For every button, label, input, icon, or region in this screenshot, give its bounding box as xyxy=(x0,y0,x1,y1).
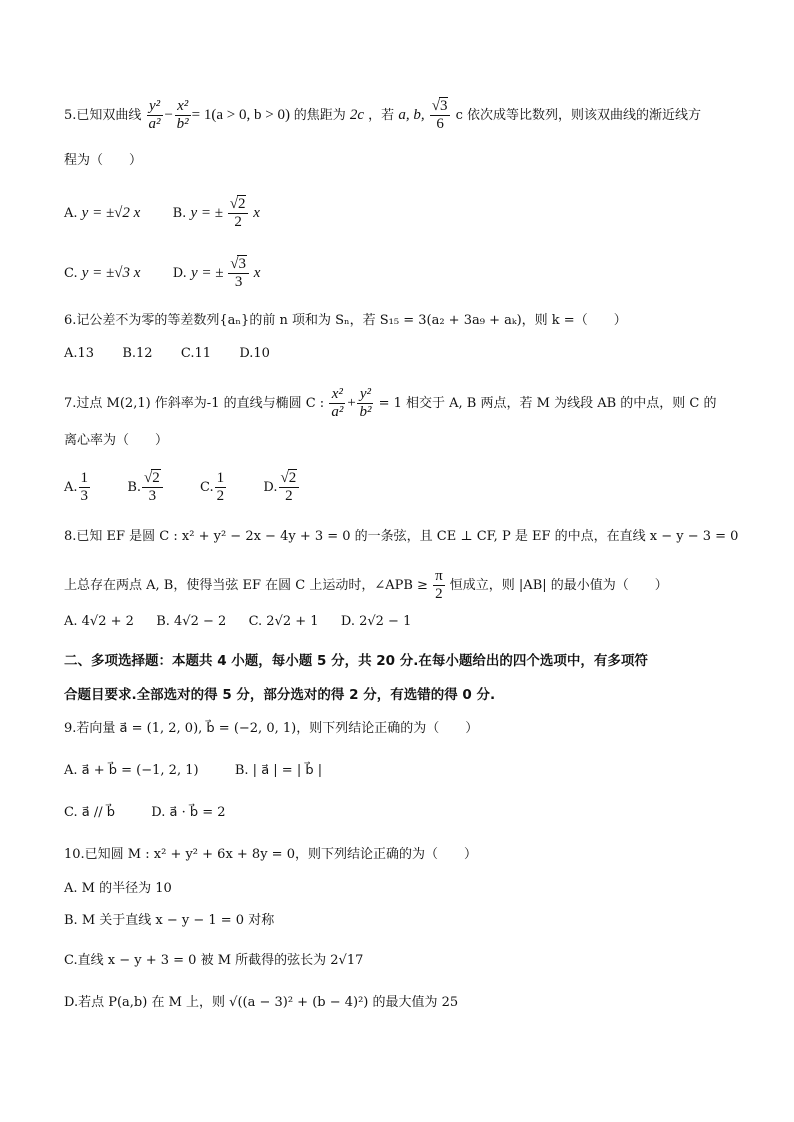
q5-stem-d: c 依次成等比数列，则该双曲线的渐近线方 xyxy=(455,108,702,123)
q5-opt-d-label: D. xyxy=(172,265,187,281)
q8-stem-c: 恒成立，则 |AB| 的最小值为（ ） xyxy=(449,578,668,593)
q5-opt-b-label: B. xyxy=(172,205,187,221)
q5-eq-mid: = 1(a > 0, b > 0) xyxy=(191,107,290,123)
q5-opt-c-label: C. xyxy=(64,265,78,281)
q10-opt-c: C.直线 x − y + 3 = 0 被 M 所截得的弦长为 2√17 xyxy=(64,953,364,968)
q5-opt-a-label: A. xyxy=(64,205,78,221)
q9-opt-b: B. | a⃗ | = | b⃗ | xyxy=(234,763,323,778)
q6-opt-d: D.10 xyxy=(239,346,270,361)
q5-options-cd xyxy=(64,256,260,291)
q6-opt-b: B.12 xyxy=(122,346,153,361)
q8-options xyxy=(64,613,411,631)
q10-opt-a: A. M 的半径为 10 xyxy=(64,881,172,896)
q8-stem-b: 上总存在两点 A, B，使得当弦 EF 在圆 C 上运动时，∠APB ≥ xyxy=(64,578,428,593)
q7-stem-line2: 离心率为（ ） xyxy=(64,433,169,448)
q7-stem-b: = 1 相交于 A, B 两点，若 M 为线段 AB 的中点，则 C 的 xyxy=(378,395,717,411)
q9-opt-c: C. a⃗ // b⃗ xyxy=(64,805,115,820)
q5-frac-sqrt3-6: $\frac{√3}{6}$ xyxy=(430,98,451,133)
q5-focal: 2c xyxy=(349,107,365,123)
section2-heading-line1: 二、多项选择题：本题共 4 小题，每小题 5 分，共 20 分.在每小题给出的四个选项中，有多项符 xyxy=(64,653,648,669)
q5-options-ab xyxy=(64,196,260,231)
q5-opt-c: y = ±√3 x xyxy=(81,264,141,281)
q9-opt-d: D. a⃗ · b⃗ = 2 xyxy=(151,805,226,820)
q5-frac-y2a2: $\frac{\text{y²}}{\text{a²}}$ xyxy=(148,98,161,133)
q9-options-cd xyxy=(64,804,226,822)
q5-stem-a: 5.已知双曲线 xyxy=(64,108,142,123)
q5-stem-line2: 程为（ ） xyxy=(64,153,143,168)
q7-opt-d-label: D. xyxy=(263,480,278,495)
q5-frac-x2b2: $\frac{\text{x²}}{\text{b²}}$ xyxy=(176,98,189,133)
q7-opt-b-label: B. xyxy=(127,480,141,495)
q7-opt-c-label: C. xyxy=(200,480,214,495)
q6-opt-a: A.13 xyxy=(64,346,95,361)
q6-options xyxy=(64,345,270,363)
q5-opt-b: y = ± $\frac{√2}{2}$ x xyxy=(190,196,260,230)
q5-stem-c: ，若 xyxy=(368,108,395,123)
q8-opt-b: B. 4√2 − 2 xyxy=(156,614,227,629)
q7-stem-a: 7.过点 M(2,1) 作斜率为-1 的直线与椭圆 C : xyxy=(64,395,325,411)
q5-stem-line1 xyxy=(64,98,701,133)
q5-opt-a: y = ±√2 x xyxy=(81,204,141,221)
q7-opt-a-label: A. xyxy=(64,480,78,495)
q10-opt-b: B. M 关于直线 x − y − 1 = 0 对称 xyxy=(64,913,275,928)
q6-stem: 6.记公差不为零的等差数列{aₙ}的前 n 项和为 Sₙ，若 S₁₅ = 3(a₂ + 3a₉ + aₖ)，则 k =（ ） xyxy=(64,313,627,328)
q7-ellipse-fracs: $\frac{\text{x²}}{\text{a²}}$ + $\frac{\text{y²}}{\text{b²}}$ xyxy=(331,386,372,420)
q7-options xyxy=(64,470,300,505)
q9-options-ab xyxy=(64,762,322,780)
q7-opt-b: $\frac{√2}{3}$ xyxy=(142,470,163,505)
q9-opt-a: A. a⃗ + b⃗ = (−1, 2, 1) xyxy=(64,763,199,778)
q5-stem-b: 的焦距为 xyxy=(293,108,346,123)
q8-opt-c: C. 2√2 + 1 xyxy=(248,614,319,629)
q6-opt-c: C.11 xyxy=(180,346,212,361)
q8-opt-a: A. 4√2 + 2 xyxy=(64,614,134,629)
q7-opt-d: $\frac{√2}{2}$ xyxy=(279,470,300,505)
q5-seq: a, b, xyxy=(398,107,425,123)
q5-hyperbola-eq: $\frac{\text{y²}}{\text{a²}}$ − $\frac{\text{x²}}{\text{b²}}$ = 1(a > 0, b > 0) xyxy=(148,98,290,133)
q5-opt-d: y = ± $\frac{√3}{3}$ x xyxy=(190,256,261,290)
q8-stem-line2 xyxy=(64,568,668,603)
q8-opt-d: D. 2√2 − 1 xyxy=(340,614,412,629)
q7-opt-c: $\frac{1}{2}$ xyxy=(216,470,225,504)
q10-opt-d: D.若点 P(a,b) 在 M 上，则 √((a − 3)² + (b − 4)²) 的最大值为 25 xyxy=(64,995,459,1010)
q7-stem-line1 xyxy=(64,386,717,421)
q9-stem: 9.若向量 a⃗ = (1, 2, 0), b⃗ = (−2, 0, 1)，则下列结论正确的为（ ） xyxy=(64,721,479,736)
q8-stem-line1: 8.已知 EF 是圆 C : x² + y² − 2x − 4y + 3 = 0 的一条弦，且 CE ⊥ CF, P 是 EF 的中点，在直线 x − y − 3 = 0 xyxy=(64,529,739,544)
section2-heading-line2: 合题目要求.全部选对的得 5 分，部分选对的得 2 分，有选错的得 0 分. xyxy=(64,687,496,703)
q7-opt-a: $\frac{1}{3}$ xyxy=(80,470,89,504)
q10-stem: 10.已知圆 M : x² + y² + 6x + 8y = 0，则下列结论正确的为（ ） xyxy=(64,847,477,862)
q8-frac-pi2: $\frac{\pi}{2}$ xyxy=(435,568,443,602)
